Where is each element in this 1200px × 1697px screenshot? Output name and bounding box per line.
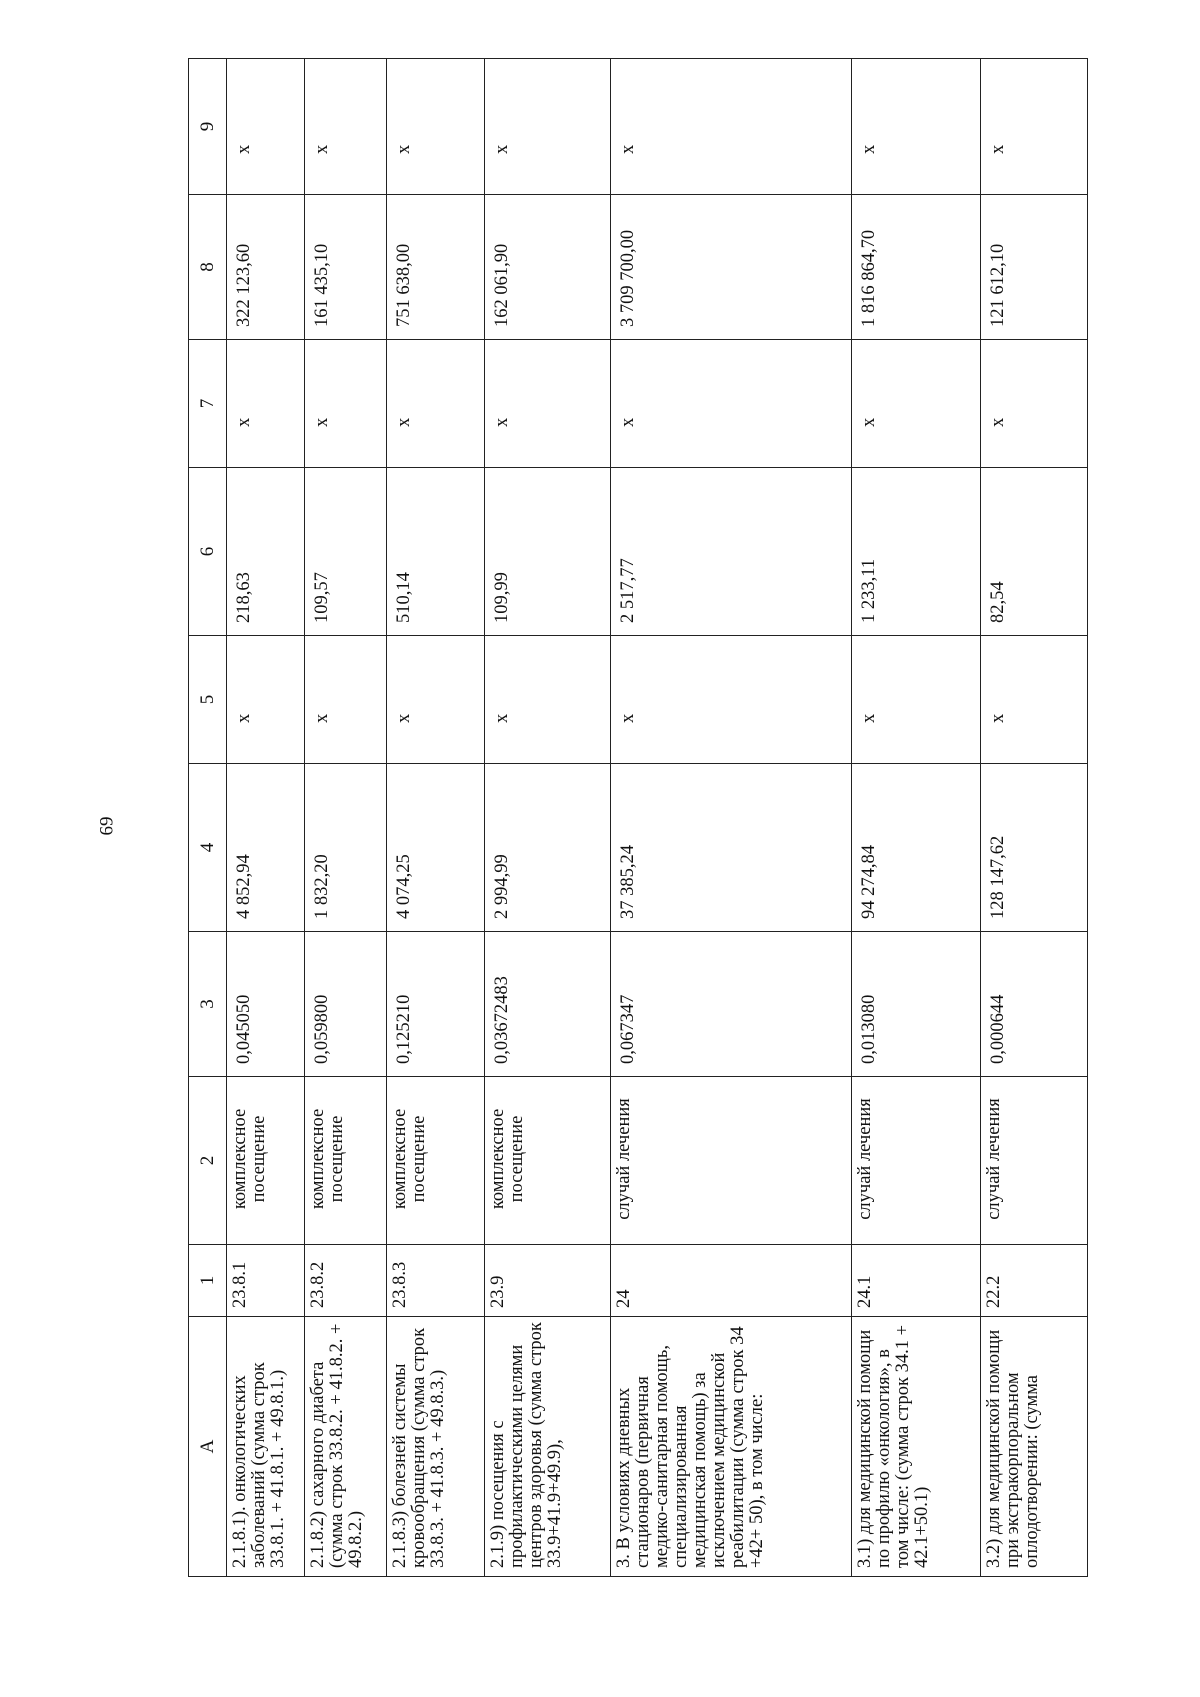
col3-cell: 0,03672483	[485, 932, 611, 1077]
table-row	[227, 59, 305, 1577]
row-name-cell: 3.2) для медицинской помощи при экстракорпоральном оплодотворении: (сумма	[980, 1317, 1087, 1577]
col5-cell: х	[980, 636, 1087, 764]
col7-cell: х	[485, 340, 611, 468]
col4-cell: 4 852,94	[227, 764, 305, 932]
row-unit-cell: комплексное посещение	[386, 1077, 485, 1245]
col6-cell: 218,63	[227, 468, 305, 636]
header-cell: 2	[189, 1077, 227, 1245]
header-cell: 3	[189, 932, 227, 1077]
row-name-cell: 3.1) для медицинской помощи по профилю «онкология», в том числе: (сумма строк 34.1 + 42.1+50.1)	[852, 1317, 981, 1577]
col9-cell: х	[485, 59, 611, 195]
table-row	[611, 59, 852, 1577]
table-row	[980, 59, 1087, 1577]
col4-cell: 4 074,25	[386, 764, 485, 932]
col8-cell: 1 816 864,70	[852, 195, 981, 340]
col9-cell: х	[852, 59, 981, 195]
header-cell: 8	[189, 195, 227, 340]
row-code-cell: 23.8.3	[386, 1245, 485, 1317]
row-code-cell: 22.2	[980, 1245, 1087, 1317]
col3-cell: 0,125210	[386, 932, 485, 1077]
header-cell: А	[189, 1317, 227, 1577]
header-cell: 5	[189, 636, 227, 764]
col4-cell: 37 385,24	[611, 764, 852, 932]
col5-cell: х	[852, 636, 981, 764]
row-code-cell: 24	[611, 1245, 852, 1317]
col5-cell: х	[485, 636, 611, 764]
col5-cell: х	[386, 636, 485, 764]
table-header-row	[189, 59, 227, 1577]
col4-cell: 128 147,62	[980, 764, 1087, 932]
row-name-cell: 2.1.8.2) сахарного диабета (сумма строк 33.8.2. + 41.8.2. + 49.8.2.)	[305, 1317, 386, 1577]
col5-cell: х	[227, 636, 305, 764]
col9-cell: х	[386, 59, 485, 195]
col7-cell: х	[386, 340, 485, 468]
col8-cell: 322 123,60	[227, 195, 305, 340]
row-unit-cell: случай лечения	[980, 1077, 1087, 1245]
row-name-cell: 2.1.8.3) болезней системы кровообращения (сумма строк 33.8.3. + 41.8.3. + 49.8.3.)	[386, 1317, 485, 1577]
col8-cell: 751 638,00	[386, 195, 485, 340]
col7-cell: х	[611, 340, 852, 468]
col3-cell: 0,045050	[227, 932, 305, 1077]
col8-cell: 162 061,90	[485, 195, 611, 340]
rotated-table-container	[188, 59, 1088, 1577]
row-unit-cell: случай лечения	[852, 1077, 981, 1245]
row-unit-cell: комплексное посещение	[305, 1077, 386, 1245]
col6-cell: 82,54	[980, 468, 1087, 636]
row-code-cell: 23.8.1	[227, 1245, 305, 1317]
col7-cell: х	[305, 340, 386, 468]
col9-cell: х	[305, 59, 386, 195]
data-table	[188, 58, 1088, 1577]
table-row	[386, 59, 485, 1577]
row-name-cell: 3. В условиях дневных стационаров (первичная медико-санитарная помощь, специализированная медицинская помощь) за исключением медицинской реабилитации (сумма строк 34 +42+ 50), в том числе:	[611, 1317, 852, 1577]
row-name-cell: 2.1.9) посещения с профилактическими целями центров здоровья (сумма строк 33.9+41.9+49.9),	[485, 1317, 611, 1577]
table-row	[485, 59, 611, 1577]
col3-cell: 0,013080	[852, 932, 981, 1077]
table-row	[852, 59, 981, 1577]
row-unit-cell: комплексное посещение	[485, 1077, 611, 1245]
col6-cell: 109,57	[305, 468, 386, 636]
header-cell: 6	[189, 468, 227, 636]
row-code-cell: 23.9	[485, 1245, 611, 1317]
col6-cell: 1 233,11	[852, 468, 981, 636]
header-cell: 9	[189, 59, 227, 195]
col4-cell: 2 994,99	[485, 764, 611, 932]
header-cell: 7	[189, 340, 227, 468]
table-row	[305, 59, 386, 1577]
header-cell: 4	[189, 764, 227, 932]
col4-cell: 94 274,84	[852, 764, 981, 932]
col3-cell: 0,059800	[305, 932, 386, 1077]
col9-cell: х	[611, 59, 852, 195]
col8-cell: 3 709 700,00	[611, 195, 852, 340]
col9-cell: х	[227, 59, 305, 195]
col7-cell: х	[852, 340, 981, 468]
row-unit-cell: комплексное посещение	[227, 1077, 305, 1245]
col3-cell: 0,000644	[980, 932, 1087, 1077]
col7-cell: х	[227, 340, 305, 468]
col6-cell: 2 517,77	[611, 468, 852, 636]
header-cell: 1	[189, 1245, 227, 1317]
page-number: 69	[96, 816, 118, 836]
row-name-cell: 2.1.8.1). онкологических заболеваний (сумма строк 33.8.1. + 41.8.1. + 49.8.1.)	[227, 1317, 305, 1577]
col8-cell: 121 612,10	[980, 195, 1087, 340]
col7-cell: х	[980, 340, 1087, 468]
col8-cell: 161 435,10	[305, 195, 386, 340]
col5-cell: х	[305, 636, 386, 764]
row-code-cell: 23.8.2	[305, 1245, 386, 1317]
col9-cell: х	[980, 59, 1087, 195]
col5-cell: х	[611, 636, 852, 764]
row-unit-cell: случай лечения	[611, 1077, 852, 1245]
col6-cell: 510,14	[386, 468, 485, 636]
row-code-cell: 24.1	[852, 1245, 981, 1317]
col6-cell: 109,99	[485, 468, 611, 636]
col3-cell: 0,067347	[611, 932, 852, 1077]
col4-cell: 1 832,20	[305, 764, 386, 932]
